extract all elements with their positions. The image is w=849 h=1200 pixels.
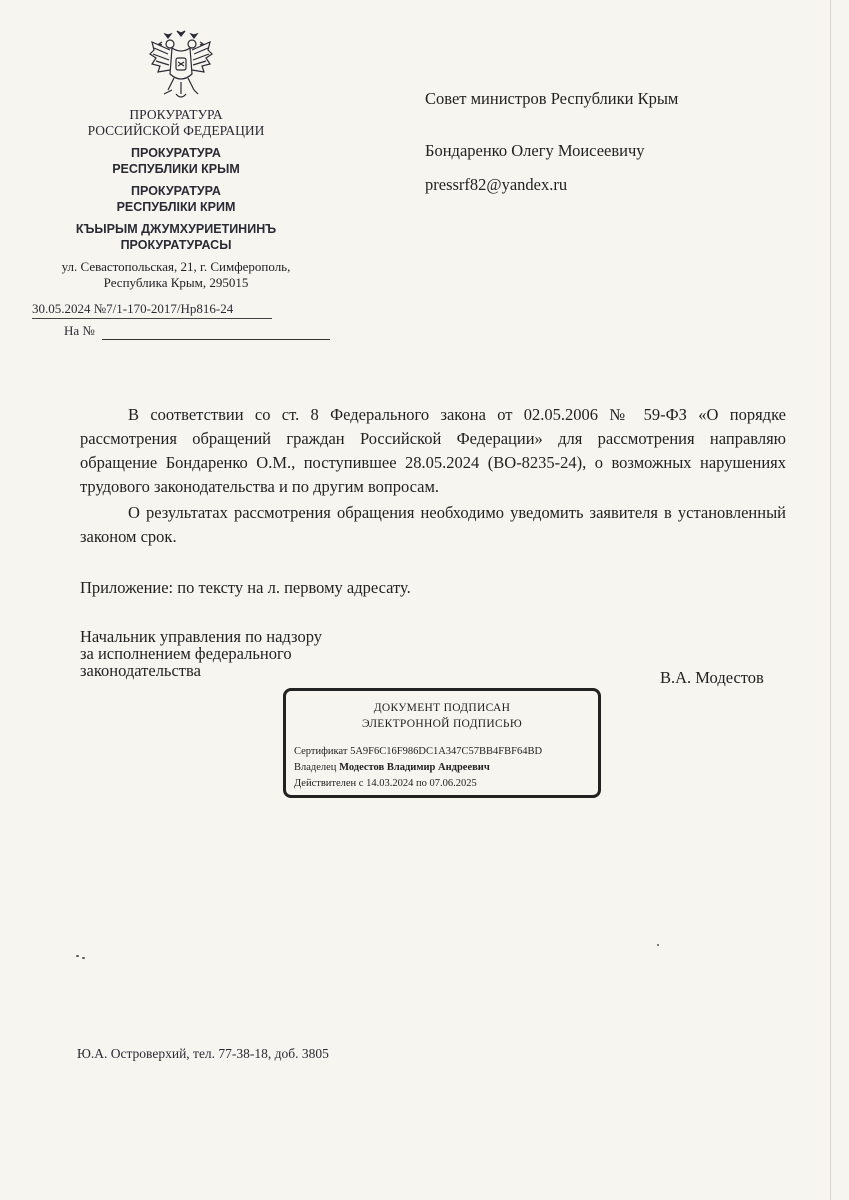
letter-body — [80, 403, 786, 549]
registration-line — [32, 301, 272, 319]
double-headed-eagle-emblem — [148, 28, 214, 104]
reference-blank-rule — [102, 339, 330, 340]
org-address-line: Республика Крым, 295015 — [103, 275, 249, 290]
org-name-line: РЕСПУБЛИКИ КРЫМ — [112, 162, 240, 176]
body-paragraph: В соответствии со ст. 8 Федерального закона от 02.05.2006 № 59-ФЗ «О порядке рассмотрения обращений граждан Российской Федерации» для рассмотрения направляю обращение Бондаренко О.М., поступившее 28.05.2024 (ВО-8235-24), о возможных нарушениях трудового законодательства и по другим вопросам. — [80, 405, 786, 496]
valid-from-label: Действителен с — [294, 778, 364, 789]
org-name-line: КЪЫРЫМ ДЖУМХУРИЕТИНИНЪ — [75, 222, 277, 236]
valid-to: 07.06.2025 — [429, 778, 477, 789]
position-line: Начальник управления по надзору — [80, 627, 322, 646]
esig-title: ДОКУМЕНТ ПОДПИСАН — [373, 702, 511, 714]
org-name-line: РОССИЙСКОЙ ФЕДЕРАЦИИ — [87, 123, 265, 138]
position-line: за исполнением федерального — [80, 644, 292, 663]
scan-speck — [82, 957, 85, 959]
org-name-line: РЕСПУБЛІКИ КРИМ — [116, 200, 236, 214]
cert-label: Сертификат — [294, 746, 348, 757]
signatory-name: В.А. Модестов — [660, 668, 764, 687]
recipient-person: Бондаренко Олегу Моисеевичу — [425, 141, 645, 160]
esig-subtitle: ЭЛЕКТРОННОЙ ПОДПИСЬЮ — [362, 718, 522, 730]
attachment-note: Приложение: по тексту на л. первому адресату. — [80, 578, 411, 597]
valid-from: 14.03.2024 — [366, 778, 414, 789]
cert-value: 5A9F6C16F986DC1A347C57BB4FBF64BD — [350, 746, 543, 757]
registration-number: №7/1-170-2017/Нр816-24 — [93, 301, 234, 316]
electronic-signature-stamp — [283, 688, 601, 798]
org-address-line: ул. Севастопольская, 21, г. Симферополь, — [61, 259, 291, 274]
body-paragraph: О результатах рассмотрения обращения необходимо уведомить заявителя в установленный законом срок. — [80, 503, 786, 546]
reference-number-line — [64, 323, 332, 339]
registration-date: 30.05.2024 — [32, 301, 91, 316]
esig-owner — [294, 762, 490, 773]
esig-validity — [294, 778, 477, 789]
org-name-line: ПРОКУРАТУРА — [131, 146, 221, 160]
position-line: законодательства — [80, 661, 201, 680]
org-name-line: ПРОКУРАТУРАСЫ — [120, 238, 232, 252]
signatory-position — [80, 628, 322, 679]
executor-footer: Ю.А. Островерхий, тел. 77-38-18, доб. 3805 — [77, 1046, 329, 1061]
org-name-line: ПРОКУРАТУРА — [131, 184, 221, 198]
recipient-email: pressrf82@yandex.ru — [425, 175, 568, 194]
owner-value: Модестов Владимир Андреевич — [339, 762, 490, 773]
recipient-org: Совет министров Республики Крым — [425, 89, 679, 108]
scan-speck — [76, 955, 79, 957]
esig-certificate — [294, 746, 542, 757]
org-name-line: ПРОКУРАТУРА — [129, 107, 223, 122]
scan-speck — [657, 944, 659, 946]
owner-label: Владелец — [294, 762, 337, 773]
reference-label: На № — [64, 323, 95, 338]
page-edge — [830, 0, 831, 1200]
valid-to-label: по — [415, 778, 427, 789]
